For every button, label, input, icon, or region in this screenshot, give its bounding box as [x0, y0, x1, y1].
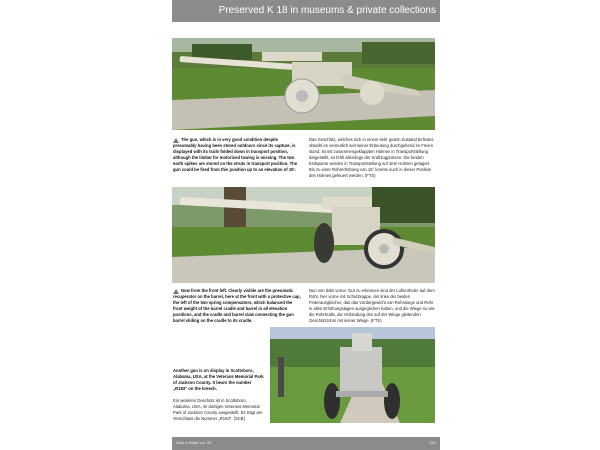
caption-1-english: The gun, which is in very good condition despite presumably having been stored outdoors since its capture, is displayed with its trails folded down in transport position, although the limber for motorised towing is missing. The two earth spikes are stored on the struts in transport position. The gun could be fired from this position up to an elevation of 15°.	[173, 137, 298, 172]
page-header	[172, 0, 440, 22]
photo-gun-side-view	[172, 38, 435, 130]
caption-2-german: Nun von links vorne. Gut zu erkennen sind der Luftvorholer auf dem Rohr, hier vorne mit Schutzkappe, der linke der beiden Federausgleicher, das das Vordergewicht von Rohrwiege und Rohr in allen Erhöhungslagen ausgeglichen haben, und die Wiege so wie die Rohrkralle, die Verbindung des auf der Wiege gleitenden Geschützrohrs mit seiner Wiege. (FTS)	[309, 288, 435, 323]
photo-gun-front-left	[172, 187, 435, 283]
caption-1-german: Das Geschütz, welches sich in einem sehr gutem Zustand befindet, obwohl es vermutlich seit seiner Erbeutung durchgehend im Freien stand, ist mit zusammengeklappten Holmen in Transportstellung dargestellt, es fehlt allerdings der Kraftzugprotzen. Die beiden Erdsporne werden in Transportstellung auf dem Holmen gelagert. Bis zu einer Rohrerhöhung von 15° konnte auch in dieser Position des Holmes gefeuert werden. (FTS)	[309, 137, 434, 178]
caption-3-german: Ein weiteres Geschütz ist in Scottsboro, Alabama, USA, im dortigen Veterans Memorial Park of Jackson County ausgestellt. Es trägt am Verschluss die Nummer „R183". (SCB)	[173, 398, 263, 421]
photo-gun-scottsboro	[270, 327, 435, 423]
header-title: Preserved K 18 in museums & private collections	[218, 5, 436, 16]
page-number: 241	[429, 440, 436, 445]
book-page	[161, 0, 439, 450]
footer-series-title: Nuts & Bolts Vol. 33	[176, 440, 212, 445]
caption-2-english: Now from the front left. Clearly visible are the pneumatic recuperator on the barrel, here at the front with a protective cap, the left of the two spring compensators, which balanced the front weight of the barrel cradle and barrel in all elevation positions, and the cradle and barrel claw connecting the gun barrel sliding on the cradle to its cradle.	[173, 288, 301, 323]
page-footer	[172, 437, 440, 450]
caption-3-english: Another gun is on display in Scottsboro, Alabama, USA, at the Veterans Memorial Park of Jackson County. It bears the number „R183" on the breech.	[173, 368, 264, 391]
